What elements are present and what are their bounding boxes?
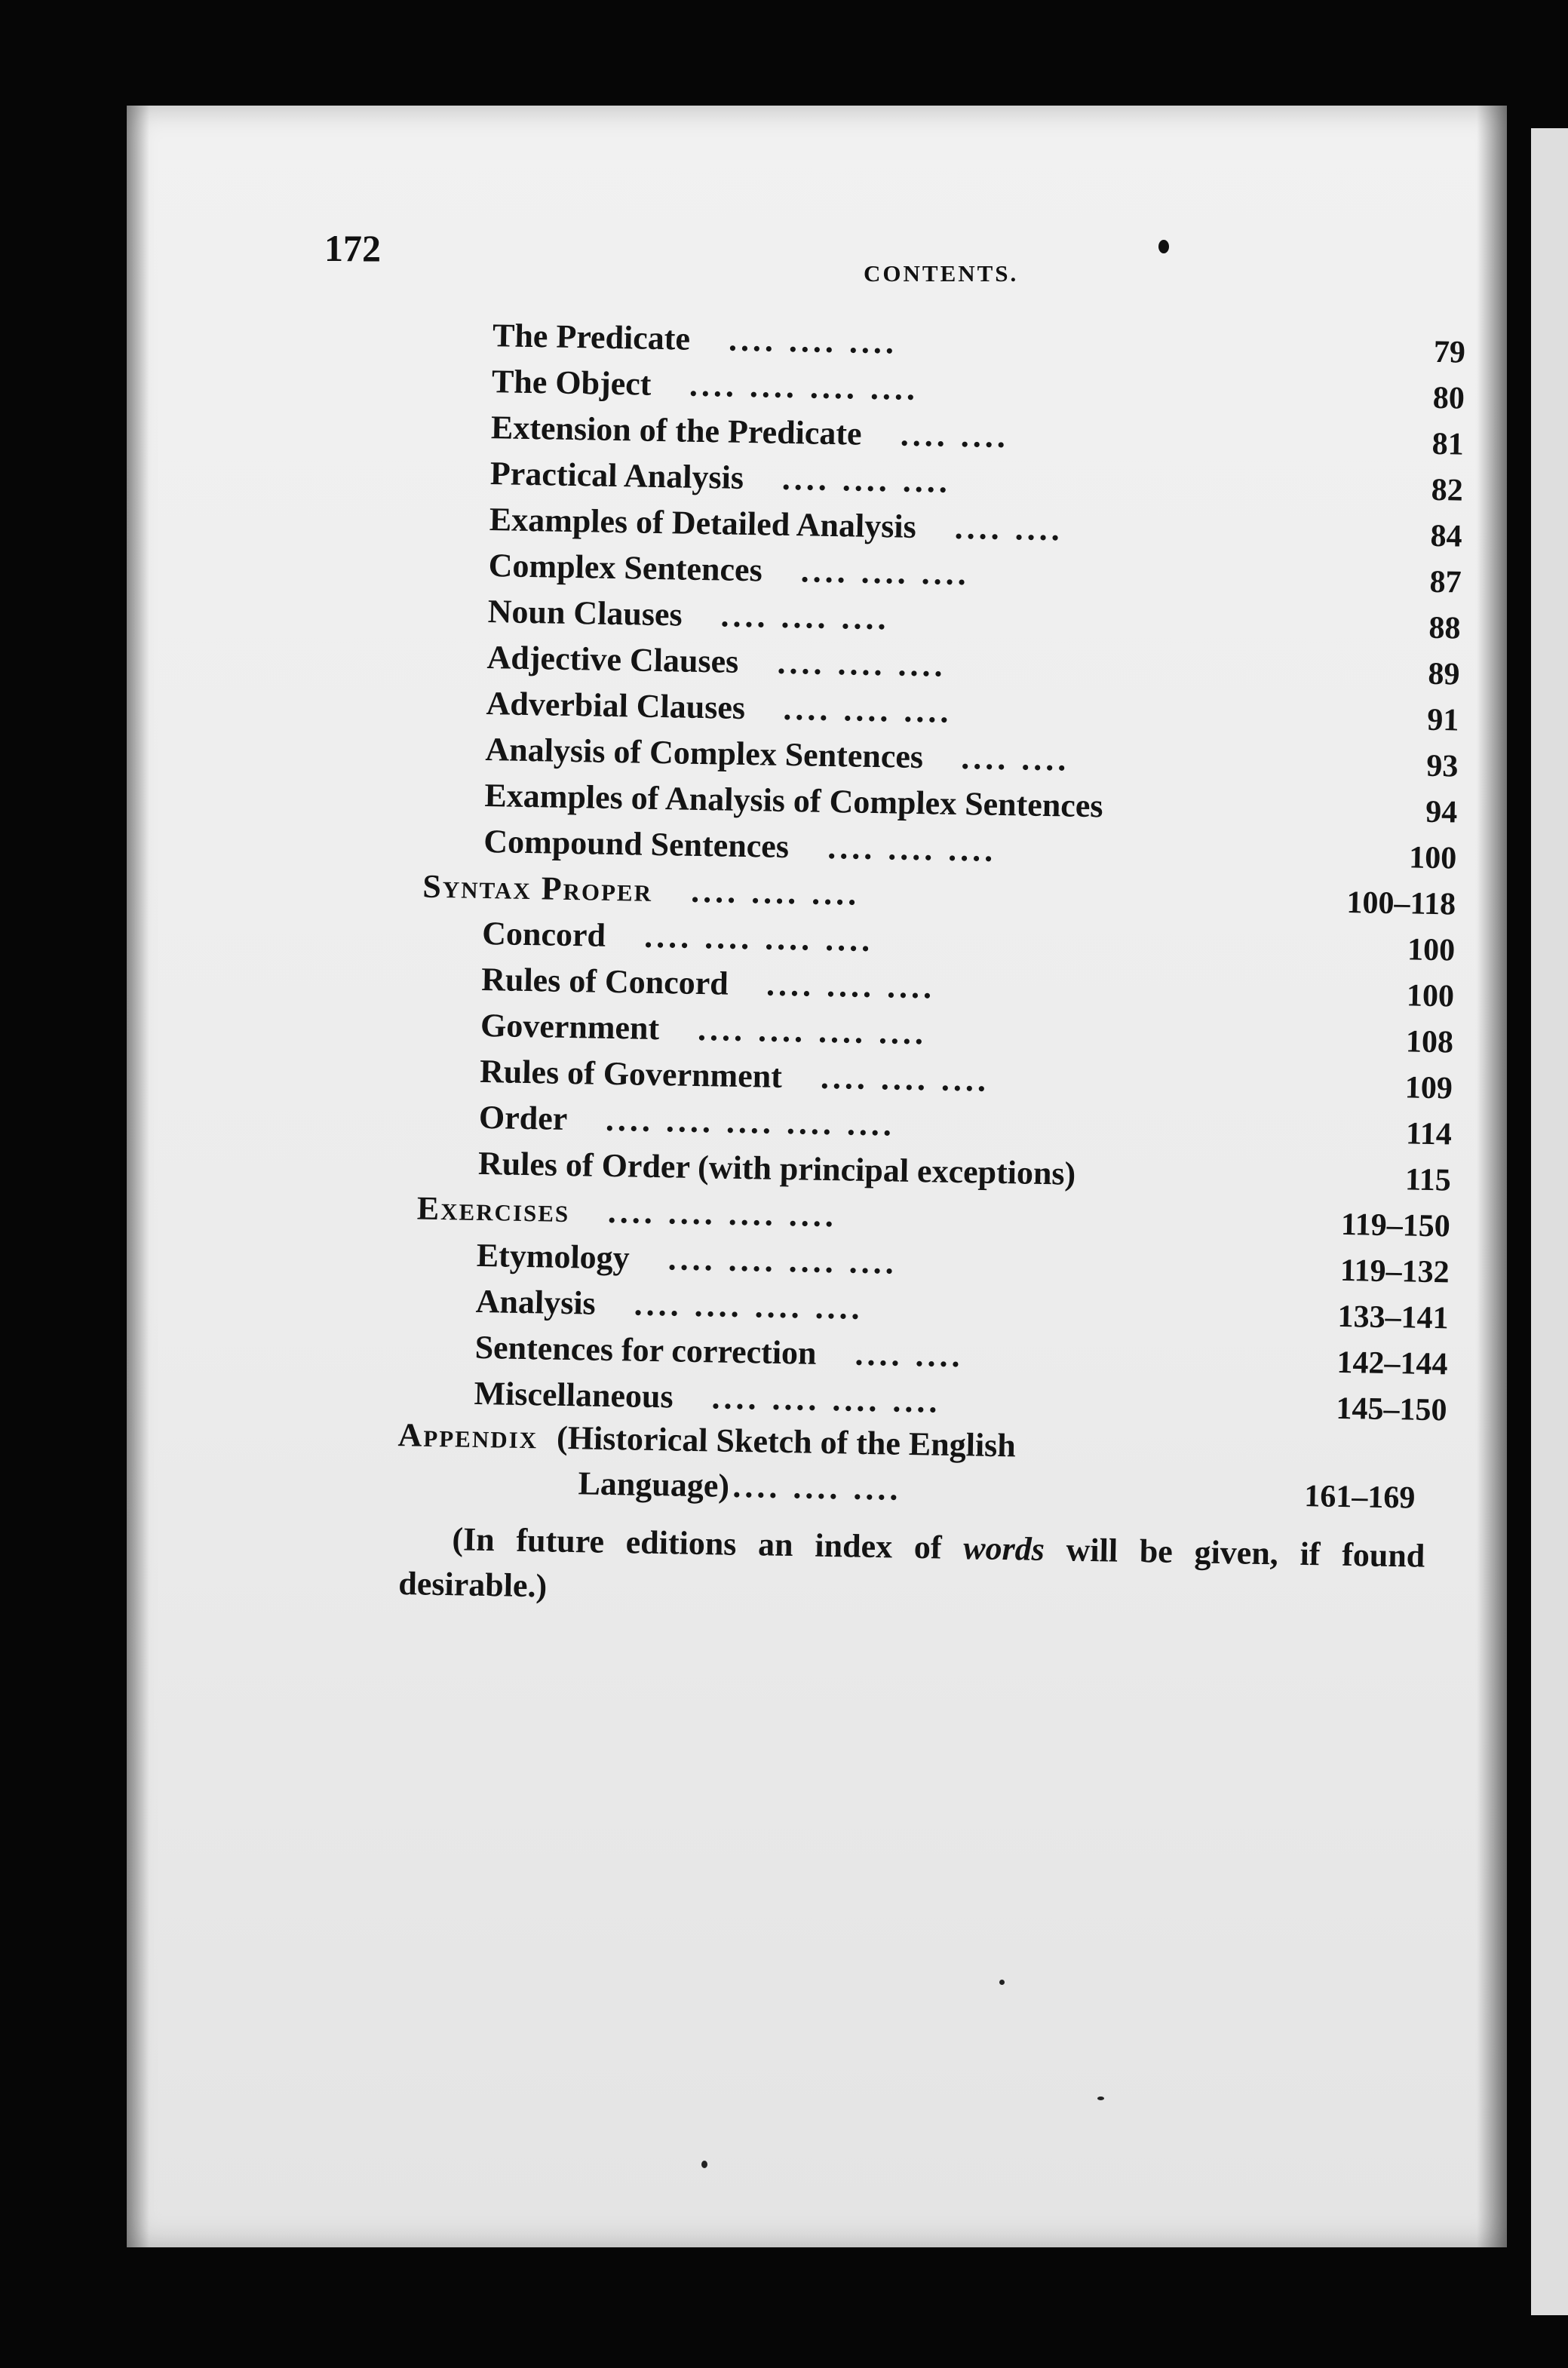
toc-leader-dots: .... .... .... (690, 872, 861, 913)
toc-entry-label: Adjective Clauses (486, 639, 739, 680)
toc-entry-label: The Predicate (492, 317, 691, 357)
toc-page-number: 79 (1433, 334, 1466, 370)
toc-entry-label: Examples of Analysis of Complex Sentences (484, 776, 1103, 825)
toc-page-number: 119–132 (1339, 1253, 1450, 1290)
toc-leader-dots: .... .... .... (783, 689, 953, 730)
toc-page-number: 100–118 (1346, 885, 1456, 922)
toc-leader-dots: .... .... .... (820, 1058, 990, 1099)
footnote-text-after: will be given, if found desirable.) (398, 1530, 1425, 1605)
toc-page-number: 91 (1426, 702, 1459, 738)
toc-page-number: 82 (1431, 472, 1464, 508)
toc-leader-dots: .... .... .... .... (711, 1379, 941, 1420)
toc-entry-label: Analysis of Complex Sentences (485, 731, 924, 776)
toc-page-number: 100 (1406, 978, 1455, 1014)
toc-entry-label: Complex Sentences (488, 547, 763, 589)
toc-leader-dots: .... .... .... .... (689, 366, 919, 407)
toc-page-number: 109 (1404, 1070, 1453, 1106)
toc-entry-label: Noun Clauses (487, 593, 683, 633)
toc-leader-dots: .... .... (954, 508, 1064, 548)
toc-page-number: 108 (1405, 1024, 1454, 1060)
toc-page-number: 81 (1431, 426, 1465, 462)
footnote-italic-word: words (962, 1529, 1045, 1568)
toc-leader-dots: .... .... .... .... .... (605, 1100, 896, 1143)
appendix-text: (Historical Sketch of the English (556, 1419, 1017, 1465)
footnote-text-before: (In future editions an index of (452, 1520, 964, 1567)
appendix-heading: Appendix (397, 1416, 539, 1456)
footnote (398, 1516, 1425, 1624)
toc-page-number: 100 (1408, 840, 1457, 876)
toc-leader-dots: .... .... (961, 739, 1070, 778)
toc-entry-label: The Object (491, 363, 652, 403)
ink-speck (999, 1980, 1005, 1985)
toc-page-number: 100 (1407, 932, 1456, 968)
toc-leader-dots: .... .... .... .... (634, 1285, 864, 1327)
ink-speck (701, 2161, 707, 2168)
toc-entry-label: Concord (481, 914, 606, 954)
toc-entry-label: Rules of Concord (480, 960, 729, 1002)
toc-entry-label: Adverbial Clauses (486, 685, 746, 727)
toc-page-number: 115 (1404, 1162, 1452, 1198)
toc-page-number: 114 (1405, 1116, 1453, 1152)
toc-leader-dots: .... .... .... .... (643, 917, 874, 959)
toc-entry-label: Government (480, 1006, 660, 1048)
toc-entry-label: Rules of Order (with principal exceptions) (477, 1144, 1076, 1192)
ink-speck (1097, 2097, 1104, 2100)
appendix-continuation: Language) (578, 1465, 730, 1505)
toc-leader-dots: .... .... .... (728, 321, 898, 361)
toc-page-number: 93 (1425, 748, 1459, 784)
toc-entry-label: Miscellaneous (474, 1374, 674, 1416)
toc-leader-dots: .... .... .... .... (697, 1010, 928, 1052)
toc-leader-dots: .... .... .... .... (607, 1192, 838, 1235)
toc-entry-label: Rules of Government (479, 1052, 783, 1095)
toc-page-number: 119–150 (1340, 1207, 1451, 1244)
toc-page-number: 133–141 (1337, 1299, 1449, 1336)
running-head: CONTENTS. (864, 260, 1019, 287)
toc-entry-label: Order (478, 1098, 568, 1137)
toc-leader-dots: .... .... .... (720, 597, 891, 637)
toc-leader-dots: .... .... (855, 1335, 965, 1375)
toc-entry-label: Sentences for correction (474, 1328, 817, 1372)
toc-section-heading: Syntax Proper (422, 867, 653, 909)
toc-entry-label: Examples of Detailed Analysis (489, 501, 917, 545)
toc-leader-dots: .... .... (900, 416, 1010, 456)
appendix-leader-dots: .... .... .... (732, 1467, 902, 1508)
toc-leader-dots: .... .... .... (800, 552, 971, 593)
toc-leader-dots: .... .... .... (827, 828, 997, 869)
toc-page-number: 87 (1429, 564, 1462, 600)
toc-leader-dots: .... .... .... (781, 459, 952, 500)
toc-entry-label: Compound Sentences (483, 822, 790, 866)
toc-page-number: 142–144 (1336, 1345, 1448, 1382)
toc-page-number: 84 (1430, 518, 1463, 554)
toc-entry-label: Practical Analysis (489, 455, 744, 496)
toc-page-number: 145–150 (1336, 1391, 1447, 1428)
toc-entry-label: Etymology (476, 1236, 631, 1277)
toc-entry-label: Analysis (475, 1282, 597, 1322)
toc-leader-dots: .... .... .... .... (667, 1240, 898, 1281)
toc-page-number: 94 (1425, 794, 1458, 830)
toc-page-number: 89 (1428, 656, 1460, 692)
toc-leader-dots: .... .... .... (777, 643, 947, 684)
toc-section-heading: Exercises (416, 1189, 570, 1230)
appendix-page-number: 161–169 (1304, 1479, 1416, 1516)
toc-leader-dots: .... .... .... (766, 965, 936, 1006)
toc-page-number: 88 (1428, 610, 1461, 646)
toc-entry-label: Extension of the Predicate (490, 409, 863, 452)
page-number: 172 (324, 227, 381, 269)
toc-page-number: 80 (1432, 380, 1465, 416)
